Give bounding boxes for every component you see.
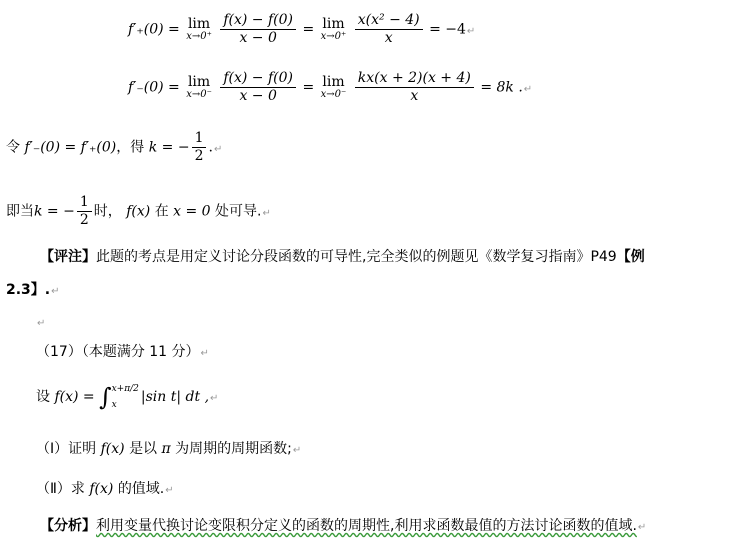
integral-upper-bound: x+π/2 xyxy=(111,384,139,394)
conclusion-line xyxy=(6,194,271,229)
fraction xyxy=(220,70,296,105)
limit-word: lim xyxy=(322,16,345,32)
text-prefix: 令 xyxy=(6,139,20,156)
integral-lower-bound: x xyxy=(111,400,117,410)
limit-operator xyxy=(321,17,347,42)
comment-example-ref: 2.3】. xyxy=(6,282,51,298)
k-equation: k = − xyxy=(148,139,190,156)
comment-tag: 【评注】 xyxy=(40,249,96,265)
paragraph-mark-icon: ↵ xyxy=(51,286,60,297)
text-suffix: 处可导. xyxy=(215,203,262,220)
equals-sign: = xyxy=(302,79,315,96)
part-label: （Ⅰ）证明 xyxy=(36,441,97,457)
equals-sign: = xyxy=(302,21,315,38)
problem-header xyxy=(36,343,209,363)
fraction-numerator: 1 xyxy=(192,130,207,148)
problem-part-2 xyxy=(36,480,174,500)
derivative-equality: f′₋(0) = f′₊(0) xyxy=(24,139,117,156)
integral-bounds xyxy=(112,384,139,410)
function-f: f(x) xyxy=(100,441,125,457)
limit-word: lim xyxy=(322,74,345,90)
analysis-text: 利用变量代换讨论变限积分定义的函数的周期性,利用求函数最值的方法讨论函数的值域. xyxy=(96,518,637,534)
paragraph-mark-icon: ↵ xyxy=(637,522,647,533)
text-suffix: 为周期的周期函数; xyxy=(175,441,292,457)
paragraph-mark-icon: ↵ xyxy=(165,485,174,496)
comment-example-tag: 【例 xyxy=(616,249,645,265)
x-equation: x = 0 xyxy=(173,203,211,220)
formula1-lhs: f′₊(0) = xyxy=(128,21,180,38)
fraction xyxy=(77,194,92,229)
text-prefix: 即当 xyxy=(6,203,34,220)
fraction-denominator: x − 0 xyxy=(239,30,277,46)
function-f: f(x) xyxy=(89,481,114,497)
fraction-numerator: f(x) − f(0) xyxy=(220,70,296,88)
fraction-denominator: 2 xyxy=(194,148,204,164)
formula-left-derivative xyxy=(128,70,532,105)
problem-part-1 xyxy=(36,440,301,460)
function-f: f(x) xyxy=(126,203,151,220)
paragraph-mark-icon: ↵ xyxy=(262,207,271,219)
limit-subscript: x→0⁺ xyxy=(186,31,212,42)
period: . xyxy=(208,139,213,156)
comment-paragraph xyxy=(40,248,645,266)
fraction-denominator: x xyxy=(384,30,393,46)
fraction-numerator: x(x² − 4) xyxy=(355,12,423,30)
analysis-paragraph xyxy=(40,517,646,537)
fraction-denominator: x − 0 xyxy=(239,88,277,104)
paragraph-mark-icon: ↵ xyxy=(523,83,533,95)
fraction xyxy=(192,130,207,165)
formula-right-derivative xyxy=(128,12,475,47)
paragraph-mark-icon: ↵ xyxy=(213,143,223,155)
formula-result: = −4 xyxy=(429,21,466,38)
limit-operator xyxy=(186,75,212,100)
fraction-denominator: x xyxy=(410,88,419,104)
fraction-numerator: 1 xyxy=(77,194,92,212)
problem-setup xyxy=(36,384,218,410)
limit-word: lim xyxy=(187,74,211,90)
formula2-lhs: f′₋(0) = xyxy=(128,79,180,96)
part-label: （Ⅱ）求 xyxy=(36,481,85,497)
limit-word: lim xyxy=(187,16,211,32)
integrand: |sin t| dt , xyxy=(140,389,210,405)
text-suffix: 的值域. xyxy=(117,481,165,497)
function-definition: f(x) = xyxy=(54,389,95,405)
condition-line xyxy=(6,130,222,165)
limit-subscript: x→0⁻ xyxy=(186,89,212,100)
fraction xyxy=(355,70,474,105)
text-connector: ，得 xyxy=(116,139,145,156)
integral-sign: ∫ xyxy=(99,383,112,411)
comment-text: 此题的考点是用定义讨论分段函数的可导性,完全类似的例题见《数学复习指南》P49 xyxy=(96,249,617,265)
fraction-numerator: f(x) − f(0) xyxy=(220,12,296,30)
limit-operator xyxy=(321,75,347,100)
fraction xyxy=(220,12,296,47)
k-equation: k = − xyxy=(34,203,75,220)
problem-number: （17）（本题满分 11 分） xyxy=(36,344,200,360)
fraction-numerator: kx(x + 2)(x + 4) xyxy=(355,70,474,88)
limit-subscript: x→0⁻ xyxy=(320,89,347,100)
paragraph-mark-icon: ↵ xyxy=(292,445,302,456)
paragraph-mark-icon: ↵ xyxy=(200,348,209,359)
paragraph-mark-icon: ↵ xyxy=(37,318,46,329)
paragraph-mark-icon: ↵ xyxy=(466,25,476,37)
paragraph-mark-icon: ↵ xyxy=(210,393,219,404)
comment-paragraph-cont xyxy=(6,281,60,301)
limit-subscript: x→0⁺ xyxy=(320,31,347,42)
analysis-tag: 【分析】 xyxy=(40,518,96,534)
limit-operator xyxy=(186,17,212,42)
empty-line xyxy=(36,313,45,333)
formula-result: = 8k . xyxy=(480,79,523,96)
text-connector: 是以 xyxy=(129,441,158,457)
pi-symbol: π xyxy=(161,441,171,457)
fraction-denominator: 2 xyxy=(79,212,89,228)
fraction xyxy=(355,12,423,47)
text-connector: 在 xyxy=(154,203,169,220)
text-prefix: 设 xyxy=(36,389,50,405)
text-connector: 时， xyxy=(93,203,122,220)
